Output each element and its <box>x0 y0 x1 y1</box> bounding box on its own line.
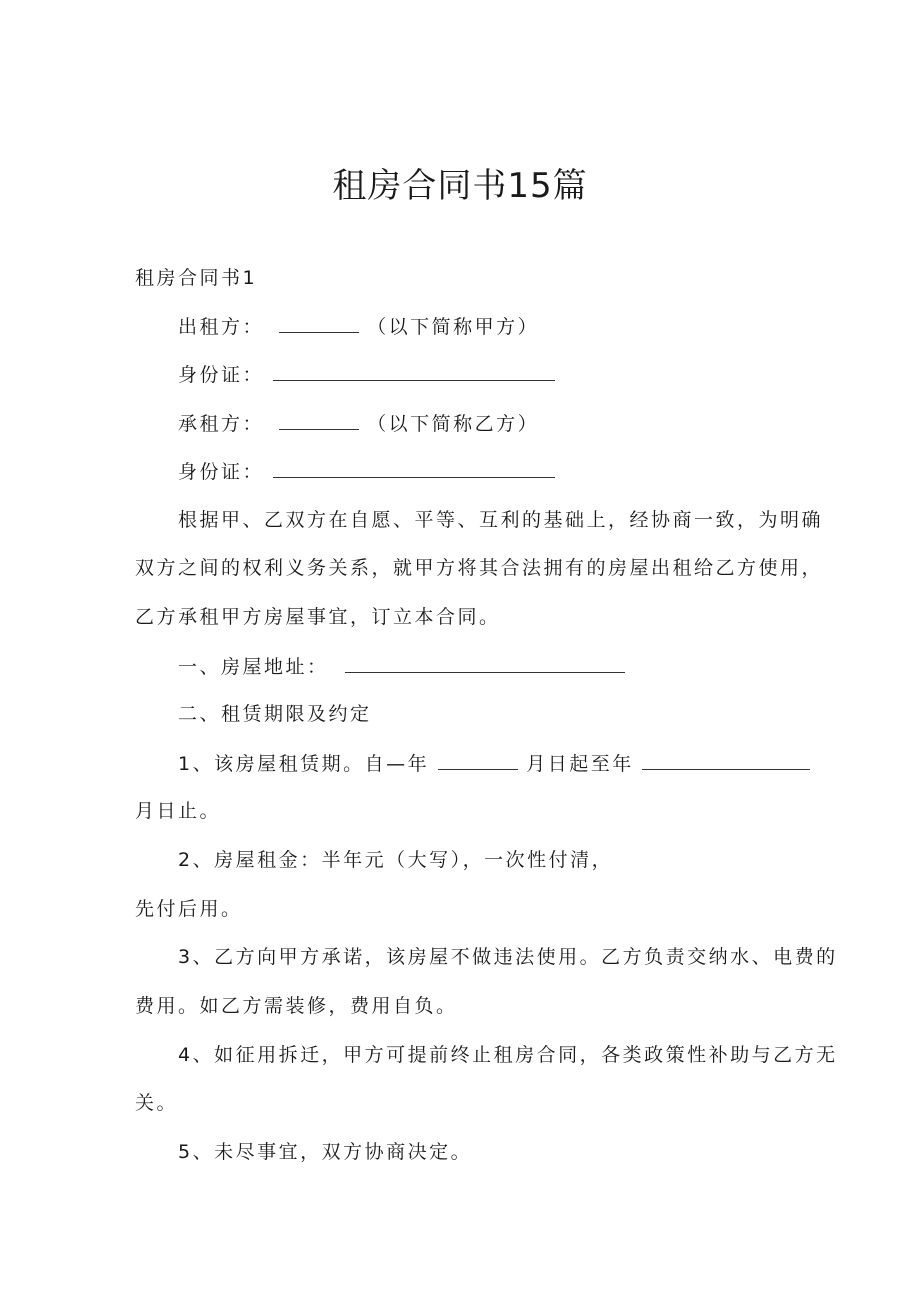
item1-line-1 <box>178 751 810 776</box>
preamble-line-3: 乙方承租甲方房屋事宜，订立本合同。 <box>135 606 501 628</box>
document-title: 租房合同书15篇 <box>332 166 588 206</box>
lessee-line <box>178 411 539 436</box>
item1-blank-1 <box>438 751 518 770</box>
lessor-note: （以下简称甲方） <box>367 316 540 338</box>
item1-line-2: 月日止。 <box>135 800 222 822</box>
item5-line: 5、未尽事宜，双方协商决定。 <box>178 1141 473 1163</box>
lessor-label: 出租方： <box>178 316 265 338</box>
lessee-blank <box>279 411 359 430</box>
item3-line-2: 费用。如乙方需装修，费用自负。 <box>135 995 458 1017</box>
lessor-blank <box>279 314 359 333</box>
item4-line-2: 关。 <box>135 1092 179 1114</box>
preamble-line-2: 双方之间的权利义务关系，就甲方将其合法拥有的房屋出租给乙方使用， <box>135 557 824 579</box>
item2-line-1: 2、房屋租金：半年元（大写），一次性付清， <box>178 849 614 871</box>
lessee-id-line <box>178 459 555 484</box>
item2-line-2: 先付后用。 <box>135 898 243 920</box>
item1-blank-2 <box>642 751 810 770</box>
lessee-note: （以下简称乙方） <box>367 413 540 435</box>
item3-line-1: 3、乙方向甲方承诺，该房屋不做违法使用。乙方负责交纳水、电费的 <box>178 946 838 968</box>
lessee-id-label: 身份证： <box>178 461 265 483</box>
clause-term-heading: 二、租赁期限及约定 <box>178 703 372 725</box>
lessee-label: 承租方： <box>178 413 265 435</box>
item1-part-b: 月日起至年 <box>526 753 634 775</box>
lessor-id-blank <box>273 362 555 381</box>
lessor-id-line <box>178 362 555 387</box>
item1-part-a: 1、该房屋租赁期。自—年 <box>178 753 430 775</box>
item4-line-1: 4、如征用拆迁，甲方可提前终止租房合同，各类政策性补助与乙方无 <box>178 1044 838 1066</box>
preamble-line-1: 根据甲、乙双方在自愿、平等、互利的基础上，经协商一致，为明确 <box>178 509 824 531</box>
lessor-line <box>178 314 539 339</box>
lessee-id-blank <box>273 459 555 478</box>
clause-address-label: 一、房屋地址： <box>178 656 329 678</box>
lessor-id-label: 身份证： <box>178 364 265 386</box>
section-heading: 租房合同书1 <box>135 267 258 289</box>
clause-address-line <box>178 654 625 679</box>
clause-address-blank <box>345 654 625 673</box>
